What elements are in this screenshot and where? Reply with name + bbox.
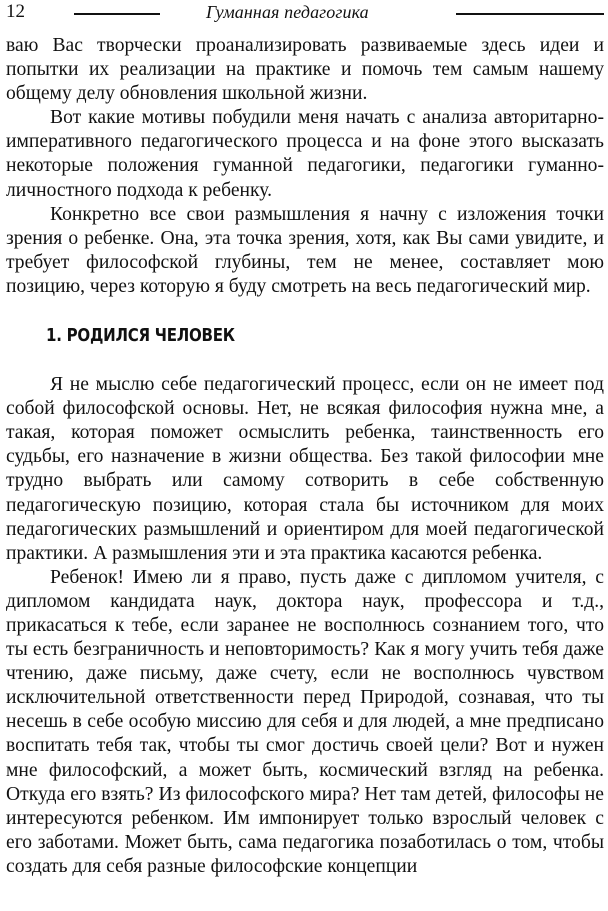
paragraph: Вот какие мотивы побудили меня начать с анализа авторитарно-императивного педагогического процесса и на фоне этого высказать некоторые положения гуманной педагогики, педагогики гуманно-личностного подхода к ребенку.: [6, 107, 604, 201]
paragraph: Я не мыслю себе педагогический процесс, если он не имеет под собой философской основы. Нет, не всякая философия нужна мне, а такая, которая поможет осмыслить ребенка, таинственность его судьбы, его назначение в жизни общества. Без такой философии мне трудно выбрать или самому сотворить в себе собственную педагогическую позицию, которая стала бы источником для моих педагогических размышлений и ориентиром для моей педагогической практики. А размышления эти и эта практика касаются ребенка.: [6, 374, 604, 564]
paragraph: Ребенок! Имею ли я право, пусть даже с дипломом учителя, с дипломом кандидата наук, доктора наук, профессора и т.д., прикасаться к тебе, если заранее не восполнюсь сознанием того, что ты есть безграничность и неповторимость? Как я могу учить тебя даже чтению, даже письму, даже счету, если не восполнюсь чувством исключительной ответственности перед Природой, сознавая, что ты несешь в себе особую миссию для себя и для людей, а мне предписано воспитать тебя так, чтобы ты смог достичь своей цели? Вот и нужен мне философский, а может быть, космический взгляд на ребенка. Откуда его взять? Из философского мира? Нет там детей, философы не интересуются ребенком. Им импонирует только взрослый человек с его заботами. Может быть, сама педагогика позаботилась о том, чтобы создать для себя разные философские концепции: [6, 566, 604, 877]
paragraph: Конкретно все свои размышления я начну с изложения точки зрения о ребенке. Она, эта точка зрения, хотя, как Вы сами увидите, и требует философской глубины, тем не менее, составляет мою позицию, через которую я буду смотреть на весь педагогический мир.: [6, 203, 604, 297]
running-title: Гуманная педагогика: [206, 2, 369, 22]
body-text: [6, 34, 604, 879]
section-heading: 1. РОДИЛСЯ ЧЕЛОВЕК: [46, 326, 235, 347]
paragraph-continued: ваю Вас творчески проанализировать развиваемые здесь идеи и попытки их реализации на практике и помочь тем самым нашему общему делу обновления школьной жизни.: [6, 35, 604, 105]
header-rule-left: [74, 13, 160, 15]
page-number: 12: [6, 1, 25, 22]
header-rule-right: [456, 13, 604, 15]
running-head: [6, 2, 604, 22]
